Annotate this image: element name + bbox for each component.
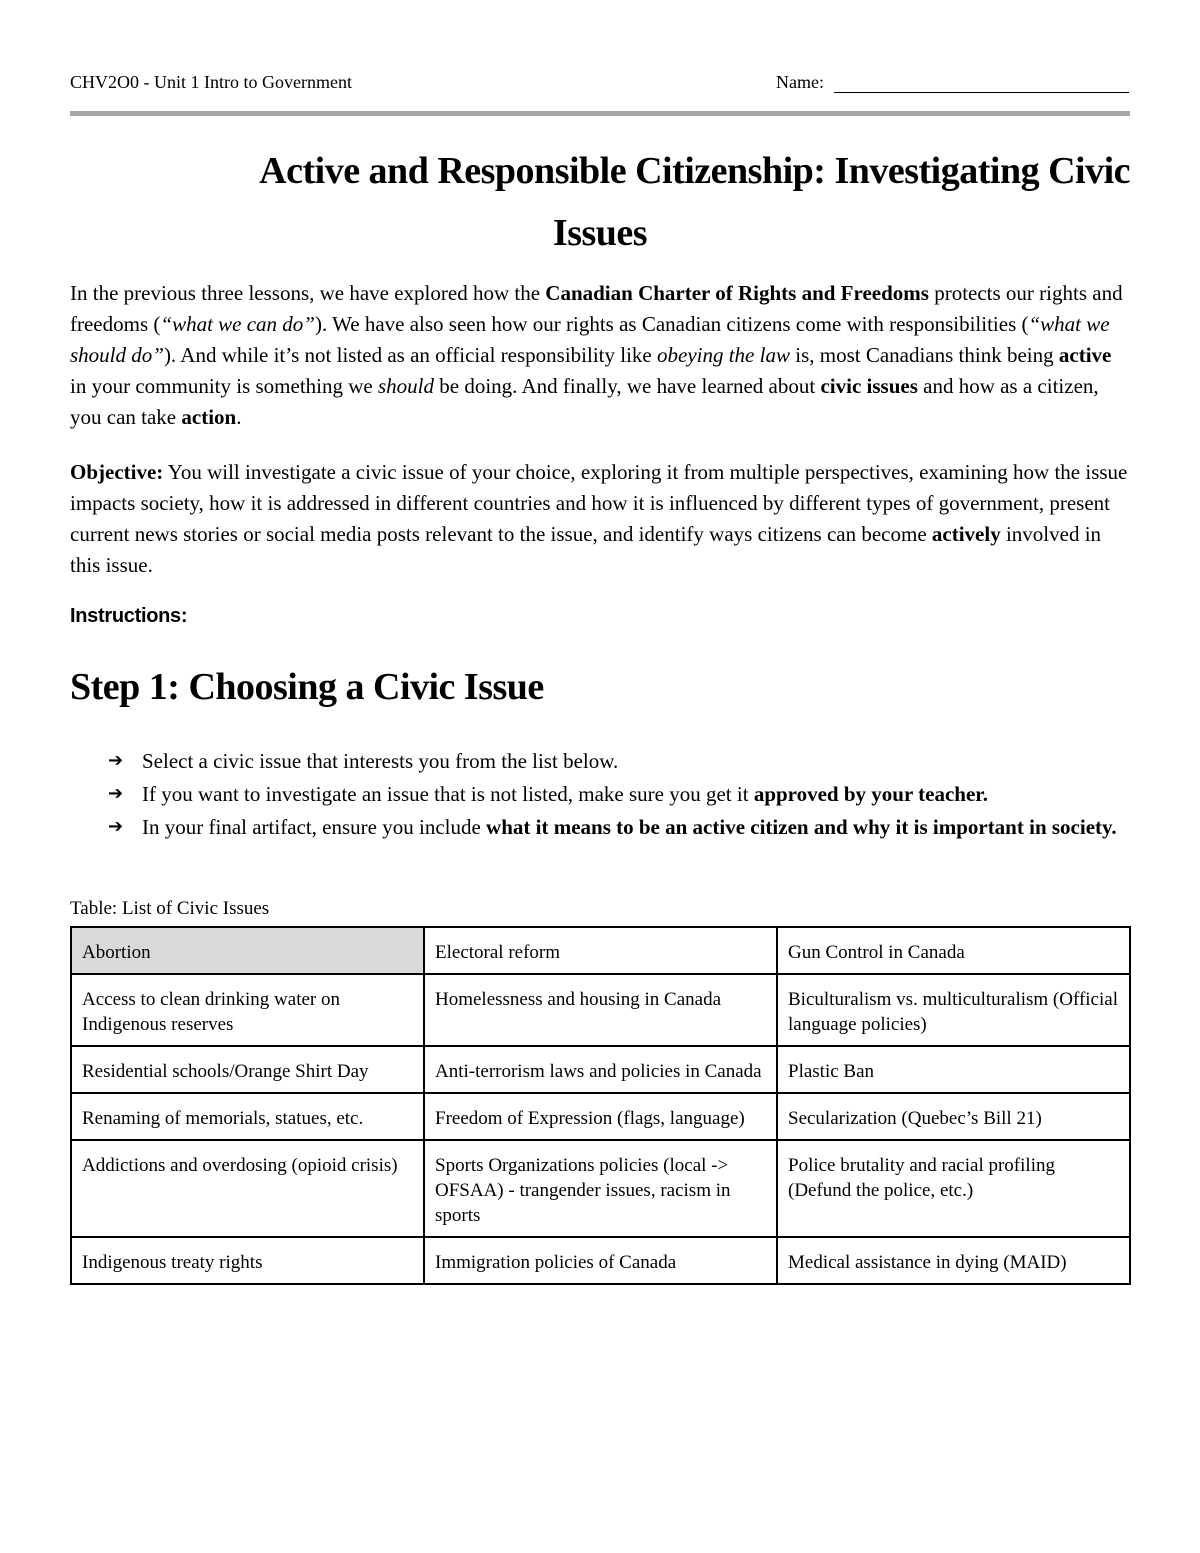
step-1-bullet-list: [70, 745, 1130, 844]
bullet-text: In your final artifact, ensure you include: [142, 815, 487, 839]
objective-text-2: involved in this issue.: [70, 522, 1102, 577]
table-cell[interactable]: Abortion: [71, 927, 424, 974]
intro-text-7: be doing. And finally, we have learned about: [434, 374, 821, 398]
bullet-item: [70, 811, 1130, 843]
table-cell[interactable]: Anti-terrorism laws and policies in Canada: [424, 1046, 777, 1093]
intro-active: active: [1058, 343, 1112, 367]
bullet-emphasis: what it means to be an active citizen and why it is important in society.: [486, 815, 1117, 839]
table-row: [71, 1093, 1130, 1140]
intro-text-9: .: [236, 405, 242, 429]
title-line-1: Active and Responsible Citizenship: Investigating Civic: [259, 150, 1130, 192]
table-cell[interactable]: Immigration policies of Canada: [424, 1237, 777, 1284]
intro-should-do: “what we should do”: [70, 312, 1110, 367]
civic-issues-table: [70, 926, 1131, 1285]
arrow-right-icon: ➔: [108, 783, 124, 804]
intro-text-1: In the previous three lessons, we have explored how the: [70, 281, 546, 305]
table-row: [71, 927, 1130, 974]
intro-action: action: [181, 405, 237, 429]
arrow-right-icon: ➔: [108, 750, 124, 771]
intro-text-8: and how as a citizen, you can take: [70, 374, 1099, 429]
objective-text-1: You will investigate a civic issue of your choice, exploring it from multiple perspectives, examining how the issue impacts society, how it is addressed in different countries and how it is influenced by different types of government, present current news stories or social media posts relevant to the issue, and identify ways citizens can become: [70, 460, 1128, 546]
step-1-heading: Step 1: Choosing a Civic Issue: [70, 666, 544, 708]
objective-actively: actively: [931, 522, 1001, 546]
name-label: Name:: [776, 72, 824, 92]
objective-label: Objective:: [70, 460, 164, 484]
table-cell[interactable]: Secularization (Quebec’s Bill 21): [777, 1093, 1130, 1140]
bullet-text: If you want to investigate an issue that is not listed, make sure you get it: [142, 782, 754, 806]
table-cell[interactable]: Gun Control in Canada: [777, 927, 1130, 974]
table-cell[interactable]: Access to clean drinking water on Indigenous reserves: [71, 974, 424, 1046]
intro-text-5: is, most Canadians think being: [789, 343, 1059, 367]
intro-text-4: ). And while it’s not listed as an official responsibility like: [163, 343, 657, 367]
arrow-right-icon: ➔: [108, 816, 124, 837]
intro-text-3: ). We have also seen how our rights as Canadian citizens come with responsibilities (: [315, 312, 1029, 336]
bullet-text: Select a civic issue that interests you from the list below.: [142, 749, 619, 773]
header-rule: [70, 111, 1130, 116]
table-row: [71, 974, 1130, 1046]
table-cell[interactable]: Biculturalism vs. multiculturalism (Official language policies): [777, 974, 1130, 1046]
bullet-emphasis: approved by your teacher.: [753, 782, 988, 806]
table-cell[interactable]: Electoral reform: [424, 927, 777, 974]
table-row: [71, 1140, 1130, 1237]
title-line-2: Issues: [552, 212, 648, 254]
table-cell[interactable]: Sports Organizations policies (local -> OFSAA) - trangender issues, racism in sports: [424, 1140, 777, 1237]
table-cell[interactable]: Freedom of Expression (flags, language): [424, 1093, 777, 1140]
table-cell[interactable]: Homelessness and housing in Canada: [424, 974, 777, 1046]
page-header: [70, 70, 1130, 98]
instructions-label: Instructions:: [70, 605, 188, 627]
table-row: [71, 1046, 1130, 1093]
intro-text-6: in your community is something we: [70, 374, 378, 398]
table-caption: Table: List of Civic Issues: [70, 898, 270, 919]
course-label: CHV2O0 - Unit 1 Intro to Government: [70, 72, 352, 92]
intro-can-do: “what we can do”: [160, 312, 315, 336]
page-title: [70, 140, 1130, 264]
table-cell[interactable]: Medical assistance in dying (MAID): [777, 1237, 1130, 1284]
name-blank-line[interactable]: [834, 92, 1129, 93]
table-cell[interactable]: Police brutality and racial profiling (Defund the police, etc.): [777, 1140, 1130, 1237]
intro-text-2: protects our rights and freedoms (: [70, 281, 1123, 336]
objective-paragraph: [70, 457, 1130, 581]
intro-should: should: [377, 374, 434, 398]
intro-obeying: obeying the law: [657, 343, 790, 367]
intro-civic-issues: civic issues: [820, 374, 918, 398]
intro-paragraph: [70, 278, 1130, 433]
table-cell[interactable]: Addictions and overdosing (opioid crisis): [71, 1140, 424, 1237]
table-row: [71, 1237, 1130, 1284]
intro-charter: Canadian Charter of Rights and Freedoms: [545, 281, 929, 305]
table-cell[interactable]: Renaming of memorials, statues, etc.: [71, 1093, 424, 1140]
table-cell[interactable]: Residential schools/Orange Shirt Day: [71, 1046, 424, 1093]
bullet-item: [70, 778, 1130, 810]
table-cell[interactable]: Indigenous treaty rights: [71, 1237, 424, 1284]
table-cell[interactable]: Plastic Ban: [777, 1046, 1130, 1093]
bullet-item: [70, 745, 1130, 777]
